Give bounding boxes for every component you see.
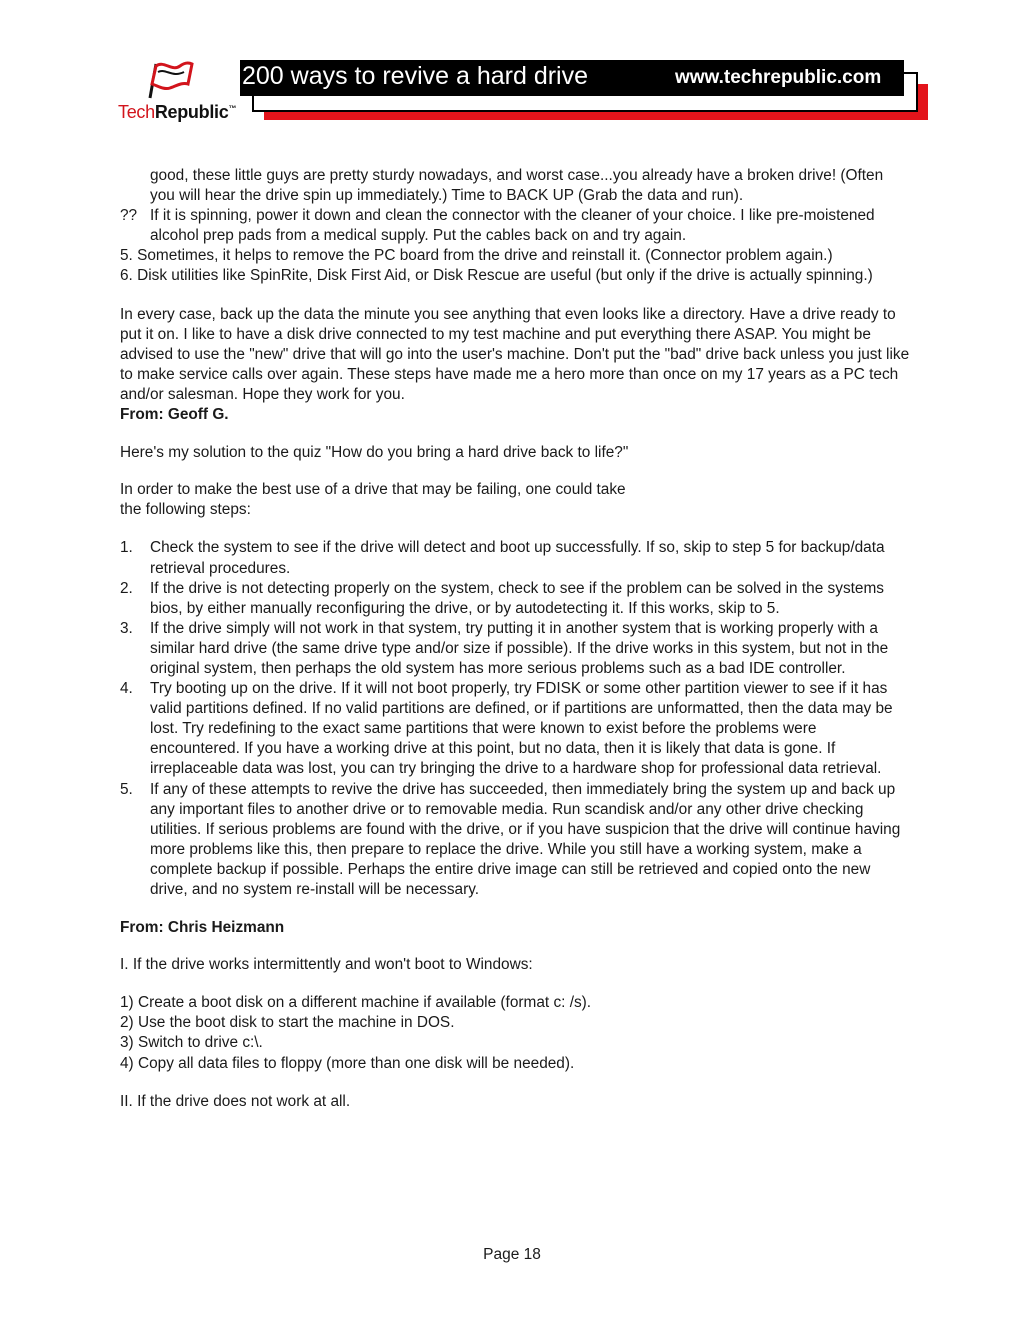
step-text: Try booting up on the drive. If it will not boot properly, try FDISK or some other partition viewer to see if it has valid partitions defined. If no valid partitions are defined, or if partitions are unformatted, then the data may be lost. Try redefining to the exact same partitions that were known to exist before the problems were encountered. If you have a working drive at this point, but no data, then it is likely that data is gone. If irreplaceable data was lost, you can try bringing the drive to a hardware shop for professional data retrieval. — [150, 680, 893, 778]
step-item — [120, 619, 910, 679]
step-item — [120, 538, 910, 578]
page-content — [120, 166, 910, 1112]
case-one-step: 4) Copy all data files to floppy (more than one disk will be needed). — [120, 1054, 575, 1072]
site-url: www.techrepublic.com — [675, 67, 882, 88]
case-one-step: 1) Create a boot disk on a different machine if available (format c: /s). — [120, 994, 592, 1012]
case-two-heading: II. If the drive does not work at all. — [120, 1092, 351, 1110]
step-number: 3. — [120, 619, 133, 637]
step-number: 1. — [120, 539, 133, 557]
tip-item-5: 5. Sometimes, it helps to remove the PC board from the drive and reinstall it. (Connector problem again.) — [120, 247, 833, 265]
quiz-intro: Here's my solution to the quiz "How do you bring a hard drive back to life?" — [120, 444, 629, 462]
case-one-heading: I. If the drive works intermittently and won't boot to Windows: — [120, 956, 533, 974]
continued-paragraph: good, these little guys are pretty sturdy nowadays, and worst case...you already have a broken drive! (Often you will hear the drive spin up immediately.) Time to BACK UP (Grab the data and run). — [150, 167, 884, 205]
lead-line-1: In order to make the best use of a drive that may be failing, one could take — [120, 481, 626, 499]
logo-republic: Republic — [154, 102, 229, 122]
page-number: Page 18 — [483, 1246, 541, 1263]
author-chris: From: Chris Heizmann — [120, 919, 285, 937]
lead-line-2: the following steps: — [120, 501, 251, 519]
case-one-step: 2) Use the boot disk to start the machine in DOS. — [120, 1014, 455, 1032]
step-text: Check the system to see if the drive will detect and boot up successfully. If so, skip to step 5 for backup/data retrieval procedures. — [150, 539, 885, 577]
bullet-mark: ?? — [120, 207, 138, 225]
case-one-step: 3) Switch to drive c:\. — [120, 1034, 263, 1052]
logo-wordmark — [118, 102, 236, 123]
step-item — [120, 579, 910, 619]
bullet-text: If it is spinning, power it down and clean the connector with the cleaner of your choice. I like pre-moistened alcohol prep pads from a medical supply. Put the cables back on and try again. — [150, 207, 875, 245]
step-item — [120, 780, 910, 901]
logo-tech: Tech — [118, 102, 155, 122]
author-geoff: From: Geoff G. — [120, 406, 229, 424]
steps-list — [120, 538, 910, 900]
closing-paragraph: In every case, back up the data the minute you see anything that even looks like a directory. Have a drive ready to put it on. I like to have a disk drive connected to my test machine and put everything there ASAP. You might be advised to use the "new" drive that will go into the user's machine. Don't put the "bad" drive back unless you just like to make service calls over again. These steps have made me a hero more than once on my 17 years as a PC tech and/or salesman. Hope they work for you. — [120, 305, 910, 403]
tip-item-6: 6. Disk utilities like SpinRite, Disk First Aid, or Disk Rescue are useful (but only if the drive is actually spinning.) — [120, 267, 873, 285]
document-title: 200 ways to revive a hard drive — [242, 62, 589, 90]
step-text: If the drive is not detecting properly on the system, check to see if the problem can be solved in the systems bios, by either manually reconfiguring the drive, or by autodetecting it. If this works, skip to 5. — [150, 579, 884, 617]
flag-icon — [144, 58, 196, 102]
logo-trademark: ™ — [228, 104, 237, 113]
step-number: 4. — [120, 680, 133, 698]
bullet-item — [120, 206, 910, 246]
step-number: 2. — [120, 579, 133, 597]
step-text: If the drive simply will not work in that system, try putting it in another system that is working properly with a similar hard drive (the same drive type and/or size if possible). If the drive works in this system, but not in the original system, then perhaps the old system has more serious problems such as a bad IDE controller. — [150, 619, 889, 677]
techrepublic-logo — [116, 58, 237, 128]
step-item — [120, 679, 910, 779]
step-number: 5. — [120, 780, 133, 798]
step-text: If any of these attempts to revive the drive has succeeded, then immediately bring the system up and back up any important files to another drive or to removable media. Run scandisk and/or any other drive checking utilities. If serious problems are found with the drive, or if you have suspicion that the drive will continue having more problems like this, then prepare to replace the drive. While you still have a working system, make a complete backup if possible. Perhaps the entire drive image can still be retrieved and copied onto the new drive, and no system re-install will be necessary. — [150, 780, 901, 898]
